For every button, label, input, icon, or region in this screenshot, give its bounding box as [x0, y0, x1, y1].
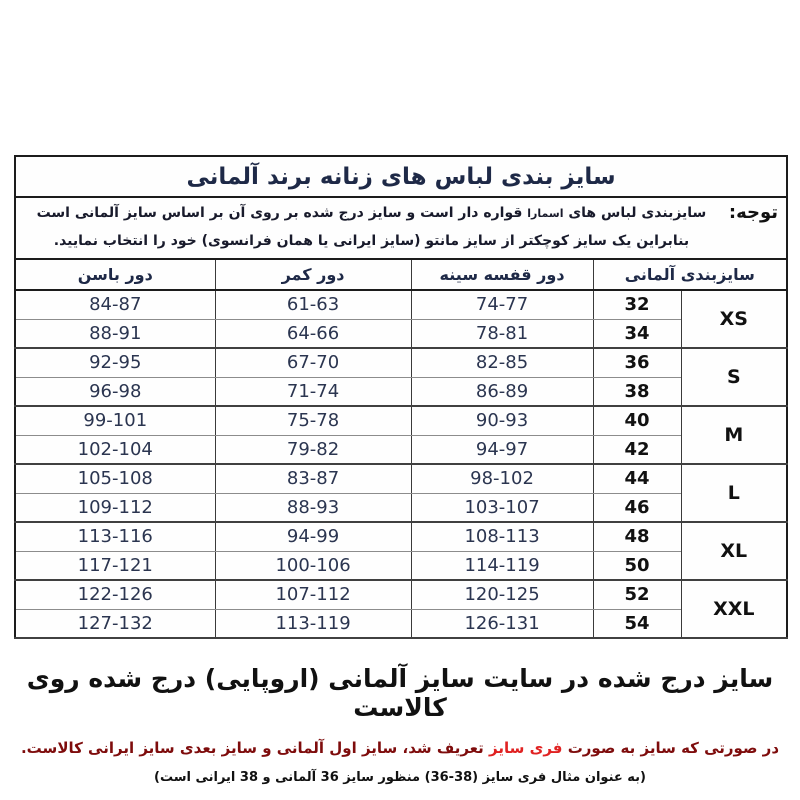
waist-cell: 71-74: [215, 377, 411, 406]
header-german-sizing: سایزبندی آلمانی: [593, 259, 787, 290]
table-row: [15, 377, 787, 406]
chest-cell: 94-97: [411, 435, 593, 464]
german-size-cell: 44: [593, 464, 681, 493]
size-letter-cell: XS: [681, 290, 787, 348]
header-hips: دور باسن: [15, 259, 215, 290]
note-row: [15, 197, 787, 259]
table-title: سایز بندی لباس های زنانه برند آلمانی: [15, 156, 787, 197]
chest-cell: 126-131: [411, 609, 593, 638]
size-letter-cell: M: [681, 406, 787, 464]
hips-cell: 122-126: [15, 580, 215, 609]
header-chest: دور قفسه سینه: [411, 259, 593, 290]
size-letter-cell: S: [681, 348, 787, 406]
german-size-cell: 52: [593, 580, 681, 609]
chest-cell: 78-81: [411, 319, 593, 348]
german-size-cell: 34: [593, 319, 681, 348]
german-size-cell: 42: [593, 435, 681, 464]
table-row: [15, 551, 787, 580]
table-row: [15, 348, 787, 377]
waist-cell: 64-66: [215, 319, 411, 348]
table-row: [15, 522, 787, 551]
chest-cell: 120-125: [411, 580, 593, 609]
german-size-cell: 32: [593, 290, 681, 319]
german-size-cell: 50: [593, 551, 681, 580]
waist-cell: 79-82: [215, 435, 411, 464]
table-row: [15, 580, 787, 609]
attention-note: [20, 200, 782, 255]
waist-cell: 113-119: [215, 609, 411, 638]
hips-cell: 96-98: [15, 377, 215, 406]
hips-cell: 84-87: [15, 290, 215, 319]
german-size-cell: 40: [593, 406, 681, 435]
chest-cell: 98-102: [411, 464, 593, 493]
table-row: [15, 493, 787, 522]
header-row: [15, 259, 787, 290]
german-size-cell: 54: [593, 609, 681, 638]
waist-cell: 88-93: [215, 493, 411, 522]
waist-cell: 83-87: [215, 464, 411, 493]
german-size-cell: 36: [593, 348, 681, 377]
footer-freesize-note: در صورتی که سایز به صورت فری سایز تعریف شد، سایز اول آلمانی و سایز بعدی سایز ایرانی کالاست.: [20, 739, 780, 757]
chest-cell: 108-113: [411, 522, 593, 551]
hips-cell: 105-108: [15, 464, 215, 493]
hips-cell: 102-104: [15, 435, 215, 464]
brand-name: اسمارا: [527, 207, 564, 221]
chest-cell: 86-89: [411, 377, 593, 406]
table-row: [15, 290, 787, 319]
chest-cell: 90-93: [411, 406, 593, 435]
hips-cell: 109-112: [15, 493, 215, 522]
note-line-1: سایزبندی لباس های اسمارا قواره دار است و سایز درج شده بر روی آن بر اساس سایز آلمانی است: [36, 205, 707, 222]
size-letter-cell: XL: [681, 522, 787, 580]
chest-cell: 74-77: [411, 290, 593, 319]
size-table-body: [15, 290, 787, 638]
size-letter-cell: XXL: [681, 580, 787, 638]
table-row: [15, 464, 787, 493]
hips-cell: 92-95: [15, 348, 215, 377]
size-chart-table: [14, 155, 788, 639]
title-row: [15, 156, 787, 197]
german-size-cell: 46: [593, 493, 681, 522]
german-size-cell: 38: [593, 377, 681, 406]
waist-cell: 107-112: [215, 580, 411, 609]
note-line-2: بنابراین یک سایز کوچکتر از سایز مانتو (سایز ایرانی یا همان فرانسوی) خود را انتخاب نمایید.: [53, 232, 690, 249]
waist-cell: 100-106: [215, 551, 411, 580]
waist-cell: 94-99: [215, 522, 411, 551]
hips-cell: 88-91: [15, 319, 215, 348]
table-row: [15, 435, 787, 464]
chest-cell: 103-107: [411, 493, 593, 522]
german-size-cell: 48: [593, 522, 681, 551]
footer-main-note: سایز درج شده در سایت سایز آلمانی (اروپایی) درج شده روی کالاست: [26, 664, 774, 722]
hips-cell: 117-121: [15, 551, 215, 580]
waist-cell: 75-78: [215, 406, 411, 435]
footer-notes: [0, 664, 800, 785]
hips-cell: 113-116: [15, 522, 215, 551]
attention-label: توجه:: [728, 202, 779, 223]
free-size-highlight: فری سایز: [489, 739, 563, 757]
table-row: [15, 609, 787, 638]
hips-cell: 127-132: [15, 609, 215, 638]
header-waist: دور کمر: [215, 259, 411, 290]
footer-example-note: (به عنوان مثال فری سایز (38-36) منظور سایز 36 آلمانی و 38 ایرانی است): [154, 770, 646, 785]
chest-cell: 114-119: [411, 551, 593, 580]
chest-cell: 82-85: [411, 348, 593, 377]
table-row: [15, 319, 787, 348]
size-letter-cell: L: [681, 464, 787, 522]
hips-cell: 99-101: [15, 406, 215, 435]
waist-cell: 67-70: [215, 348, 411, 377]
table-row: [15, 406, 787, 435]
waist-cell: 61-63: [215, 290, 411, 319]
